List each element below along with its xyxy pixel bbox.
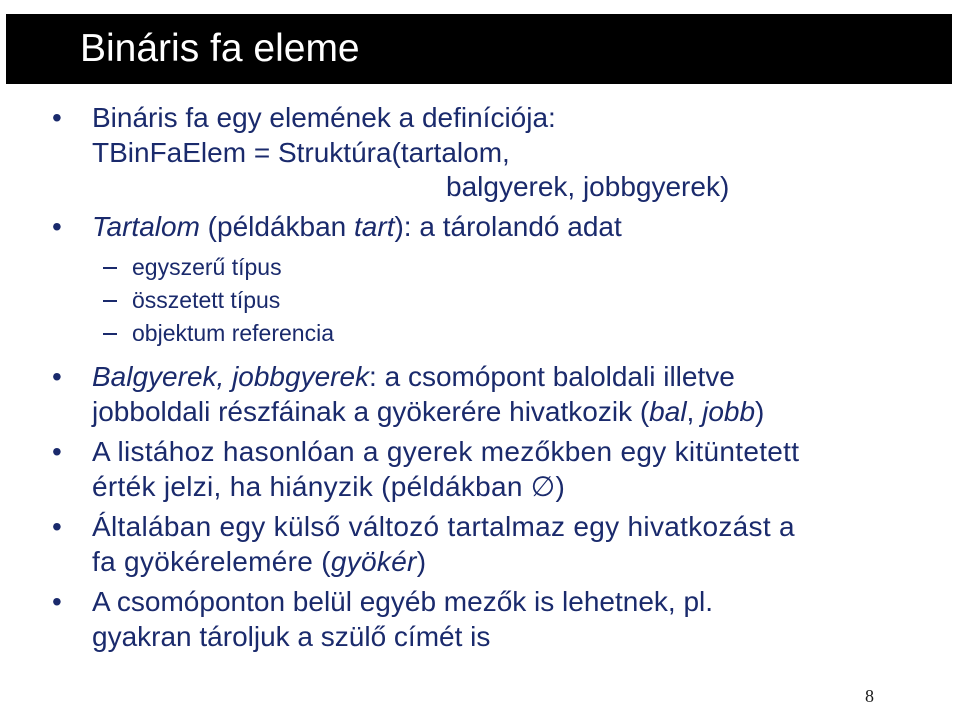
bullet-2-line-1: [92, 210, 622, 244]
italic-term: tart: [354, 211, 395, 242]
bullet-6-line-1: A csomóponton belül egyéb mezők is lehetnek, pl.: [92, 586, 714, 617]
bullet-text: fa gyökérelemére (: [92, 546, 331, 577]
dash-marker: [103, 300, 117, 302]
bullet-1-line-1: Bináris fa egy elemének a definíciója:: [92, 102, 556, 133]
italic-term: jobb: [702, 396, 756, 427]
bullet-3-line-2: [92, 395, 764, 429]
italic-term: Balgyerek, jobbgyerek: [92, 361, 370, 392]
bullet-text: ): a tárolandó adat: [394, 211, 622, 242]
bullet-marker: •: [52, 586, 62, 617]
italic-term: gyökér: [330, 546, 417, 577]
sub-item-3: objektum referencia: [132, 320, 334, 346]
bullet-4-line-1: A listához hasonlóan a gyerek mezőkben egy kitüntetett: [92, 436, 800, 467]
italic-term: Tartalom: [92, 211, 200, 242]
bullet-text: ,: [686, 396, 703, 427]
bullet-text: (példákban: [199, 211, 355, 242]
bullet-5-line-1: Általában egy külső változó tartalmaz egy hivatkozást a: [92, 511, 795, 542]
bullet-3-line-1: [92, 360, 735, 394]
slide-title: Bináris fa eleme: [80, 27, 360, 70]
page-number: 8: [865, 686, 874, 706]
bullet-text: ): [416, 546, 427, 577]
bullet-6-line-2: gyakran tároljuk a szülő címét is: [92, 621, 491, 652]
bullet-1-line-3: balgyerek, jobbgyerek): [446, 171, 730, 202]
sub-item-2: összetett típus: [132, 287, 281, 313]
bullet-text: ): [755, 396, 765, 427]
bullet-1-line-2: TBinFaElem = Struktúra(tartalom,: [92, 137, 510, 168]
bullet-marker: •: [52, 436, 62, 467]
bullet-marker: •: [52, 102, 62, 133]
dash-marker: [103, 333, 117, 335]
bullet-5-line-2: [92, 545, 426, 579]
dash-marker: [103, 267, 117, 269]
italic-term: bal: [649, 396, 687, 427]
bullet-marker: •: [52, 361, 62, 392]
sub-item-1: egyszerű típus: [132, 254, 282, 280]
bullet-4-line-2: érték jelzi, ha hiányzik (példákban ∅): [92, 471, 566, 502]
bullet-marker: •: [52, 511, 62, 542]
bullet-marker: •: [52, 211, 62, 242]
bullet-text: : a csomópont baloldali illetve: [369, 361, 735, 392]
bullet-text: jobboldali részfáinak a gyökerére hivatkozik (: [92, 396, 650, 427]
